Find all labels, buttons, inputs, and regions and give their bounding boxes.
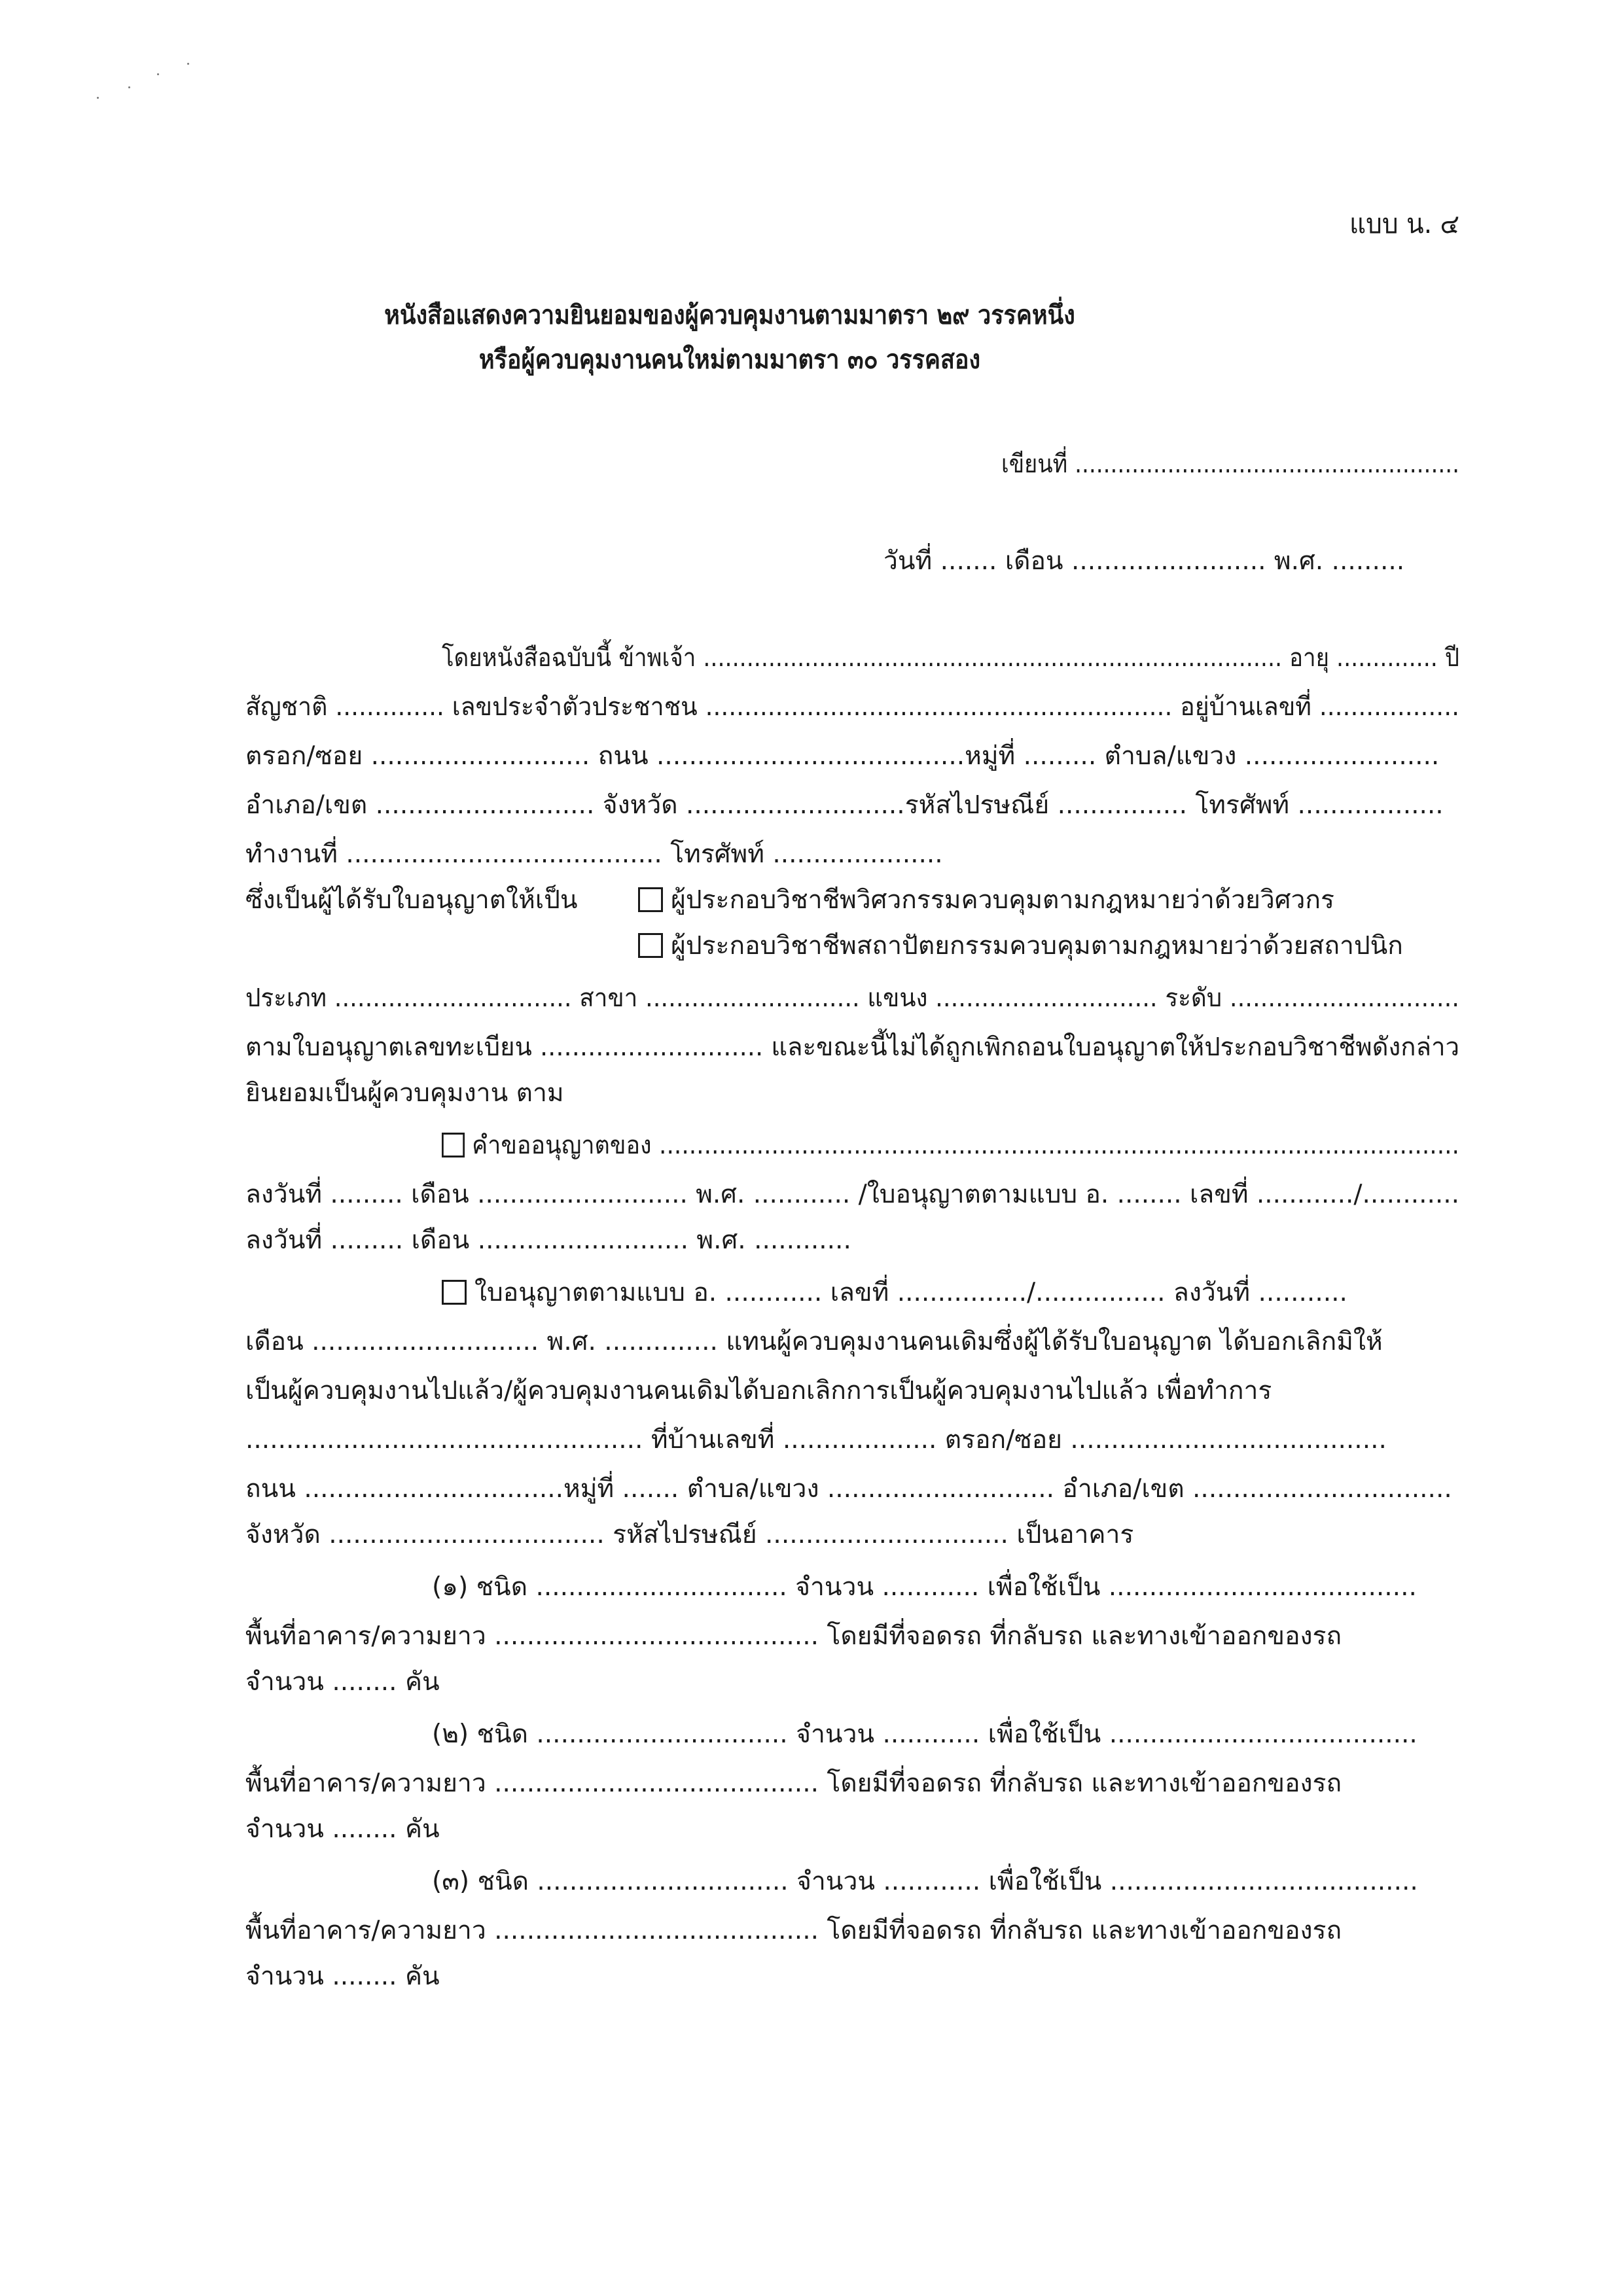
title-line-2: หรือผู้ควบคุมงานคนใหม่ตามมาตรา ๓๐ วรรคสอง (478, 345, 981, 375)
scan-speck (128, 86, 130, 88)
consent-line: ยินยอมเป็นผู้ควบคุมงาน ตาม (245, 1078, 564, 1108)
replacement-line: เดือน ............................ พ.ศ. .............. แทนผู้ควบคุมงานคนเดิมซึ่งผู้ได้รับใบอนุญาต ได้บอกเลิกมิให้ (245, 1327, 1383, 1356)
architect-checkbox[interactable] (638, 933, 663, 958)
license-option-engineer[interactable] (638, 881, 1334, 920)
replacement-line-2: เป็นผู้ควบคุมงานไปแล้ว/ผู้ควบคุมงานคนเดิมได้บอกเลิกการเป็นผู้ควบคุมงานไปแล้ว เพื่อทำการ (245, 1376, 1272, 1405)
building-3-type: (๓) ชนิด ............................... จำนวน ............ เพื่อใช้เป็น ...................................... (432, 1867, 1418, 1896)
license-holder-label: ซึ่งเป็นผู้ได้รับใบอนุญาตให้เป็น (245, 885, 578, 915)
license-option-architect[interactable] (638, 927, 1403, 966)
form-code: แบบ น. ๔ (1349, 208, 1459, 239)
applicant-name-line: โดยหนังสือฉบับนี้ ข้าพเจ้า ................................................................................ อายุ .............. ปี (442, 643, 1459, 673)
license-type-line: ประเภท ............................... สาขา ............................ แขนง ............................. ระดับ .............................. (245, 983, 1459, 1013)
nationality-line: สัญชาติ .............. เลขประจำตัวประชาชน ............................................................ อยู่บ้านเลขที่ .................. (245, 692, 1459, 722)
site-address-line-2: ถนน ................................หมู่ที่ ....... ตำบล/แขวง ............................ อำเภอ/เขต ................................ (245, 1474, 1452, 1504)
building-1-area: พื้นที่อาคาร/ความยาว ........................................ โดยมีที่จอดรถ ที่กลับรถ และทางเข้าออกของรถ (245, 1621, 1342, 1651)
site-address-line-3: จังหวัด .................................. รหัสไปรษณีย์ .............................. เป็นอาคาร (245, 1520, 1134, 1549)
permit-form-option[interactable] (442, 1273, 1347, 1313)
permit-request-option[interactable] (442, 1126, 1459, 1165)
license-number-line: ตามใบอนุญาตเลขทะเบียน ............................ และขณะนี้ไม่ได้ถูกเพิกถอนใบอนุญาตให้ประกอบวิชาชีพดังกล่าว (245, 1033, 1459, 1062)
building-1-type: (๑) ชนิด ............................... จำนวน ............ เพื่อใช้เป็น ...................................... (432, 1572, 1417, 1602)
address-line-2: อำเภอ/เขต ........................... จังหวัด ...........................รหัสไปรษณีย์ ................ โทรศัพท์ .................. (245, 790, 1444, 820)
title-line-1: หนังสือแสดงความยินยอมของผู้ควบคุมงานตามมาตรา ๒๙ วรรคหนึ่ง (384, 300, 1075, 330)
building-2-cars: จำนวน ........ คัน (245, 1814, 440, 1844)
scan-speck (97, 97, 99, 99)
permit-request-checkbox[interactable] (442, 1133, 465, 1157)
scan-speck (157, 73, 159, 75)
scan-speck (187, 63, 189, 65)
permit-form-label: ใบอนุญาตตามแบบ อ. ............ เลขที่ ................/................ ลงวันที่ ........... (474, 1278, 1347, 1307)
building-1-cars: จำนวน ........ คัน (245, 1667, 440, 1697)
building-3-cars: จำนวน ........ คัน (245, 1962, 440, 1991)
permit-request-label: คำขออนุญาตของ ........................................................................................................... (472, 1131, 1460, 1160)
workplace-line: ทำงานที่ ....................................... โทรศัพท์ ..................... (245, 839, 943, 869)
request-date-line: ลงวันที่ ......... เดือน .......................... พ.ศ. ............ /ใบอนุญาตตามแบบ อ. ........ เลขที่ ............/............ (245, 1180, 1459, 1209)
engineer-option-label: ผู้ประกอบวิชาชีพวิศวกรรมควบคุมตามกฎหมายว่าด้วยวิศวกร (671, 885, 1334, 915)
engineer-checkbox[interactable] (638, 887, 663, 912)
request-date-line-2: ลงวันที่ ......... เดือน .......................... พ.ศ. ............ (245, 1226, 851, 1255)
site-address-line-1: ................................................. ที่บ้านเลขที่ ................... ตรอก/ซอย ....................................... (245, 1425, 1387, 1455)
written-at: เขียนที่ ...................................................... (1001, 450, 1459, 479)
permit-form-checkbox[interactable] (442, 1280, 467, 1305)
architect-option-label: ผู้ประกอบวิชาชีพสถาปัตยกรรมควบคุมตามกฎหมายว่าด้วยสถาปนิก (671, 931, 1403, 961)
date-line: วันที่ ....... เดือน ........................ พ.ศ. ......... (883, 546, 1405, 576)
building-2-type: (๒) ชนิด ............................... จำนวน ............ เพื่อใช้เป็น ...................................... (432, 1720, 1418, 1749)
building-3-area: พื้นที่อาคาร/ความยาว ........................................ โดยมีที่จอดรถ ที่กลับรถ และทางเข้าออกของรถ (245, 1916, 1342, 1945)
building-2-area: พื้นที่อาคาร/ความยาว ........................................ โดยมีที่จอดรถ ที่กลับรถ และทางเข้าออกของรถ (245, 1769, 1342, 1798)
address-line-1: ตรอก/ซอย ........................... ถนน ......................................หมู่ที่ ......... ตำบล/แขวง ........................ (245, 741, 1440, 771)
